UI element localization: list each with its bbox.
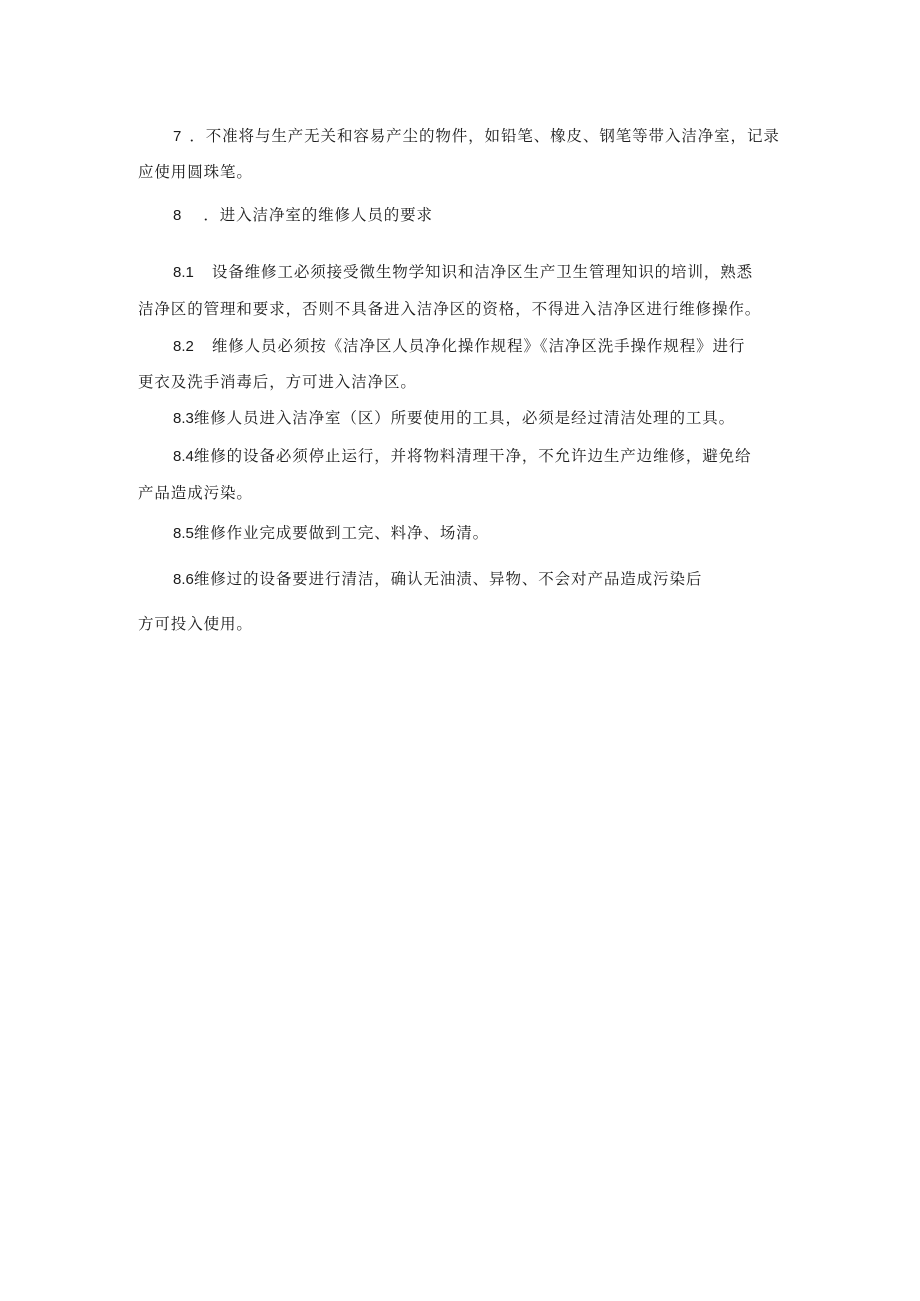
clause-text-line: 应使用圆珠笔。 — [138, 163, 253, 181]
clause-number: 8.5 — [173, 525, 194, 542]
clause-text-line: 维修的设备必须停止运行，并将物料清理干净，不允许边生产边维修，避免给 — [193, 447, 752, 465]
clause-number: 8.3 — [173, 410, 194, 427]
clause-text-line: 方可投入使用。 — [138, 615, 253, 633]
clause-text-line: 更衣及洗手消毒后，方可进入洁净区。 — [138, 373, 417, 391]
clause-text-line: 维修人员必须按《洁净区人员净化操作规程》《洁净区洗手操作规程》进行 — [211, 337, 746, 355]
clause-text-line: 维修人员进入洁净室（区）所要使用的工具，必须是经过清洁处理的工具。 — [193, 409, 736, 427]
clause-text-line: 维修作业完成要做到工完、料净、场清。 — [193, 524, 490, 542]
clause-number: 8 — [173, 207, 182, 224]
clause-text-line: ．不准将与生产无关和容易产尘的物件，如铅笔、橡皮、钢笔等带入洁净室，记录 — [189, 127, 780, 145]
clause-text-line: 维修过的设备要进行清洁，确认无油渍、异物、不会对产品造成污染后 — [193, 570, 703, 588]
clause-number: 8.2 — [173, 338, 194, 355]
clause-number: 8.1 — [173, 264, 194, 281]
clause-number: 7 — [173, 128, 182, 145]
clause-number: 8.4 — [173, 448, 194, 465]
clause-text-line: 产品造成污染。 — [138, 484, 253, 502]
clause-text-line: 洁净区的管理和要求，否则不具备进入洁净区的资格，不得进入洁净区进行维修操作。 — [138, 300, 762, 318]
clause-text-line: ．进入洁净室的维修人员的要求 — [203, 206, 433, 224]
clause-number: 8.6 — [173, 571, 194, 588]
clause-text-line: 设备维修工必须接受微生物学知识和洁净区生产卫生管理知识的培训，熟悉 — [211, 263, 754, 281]
